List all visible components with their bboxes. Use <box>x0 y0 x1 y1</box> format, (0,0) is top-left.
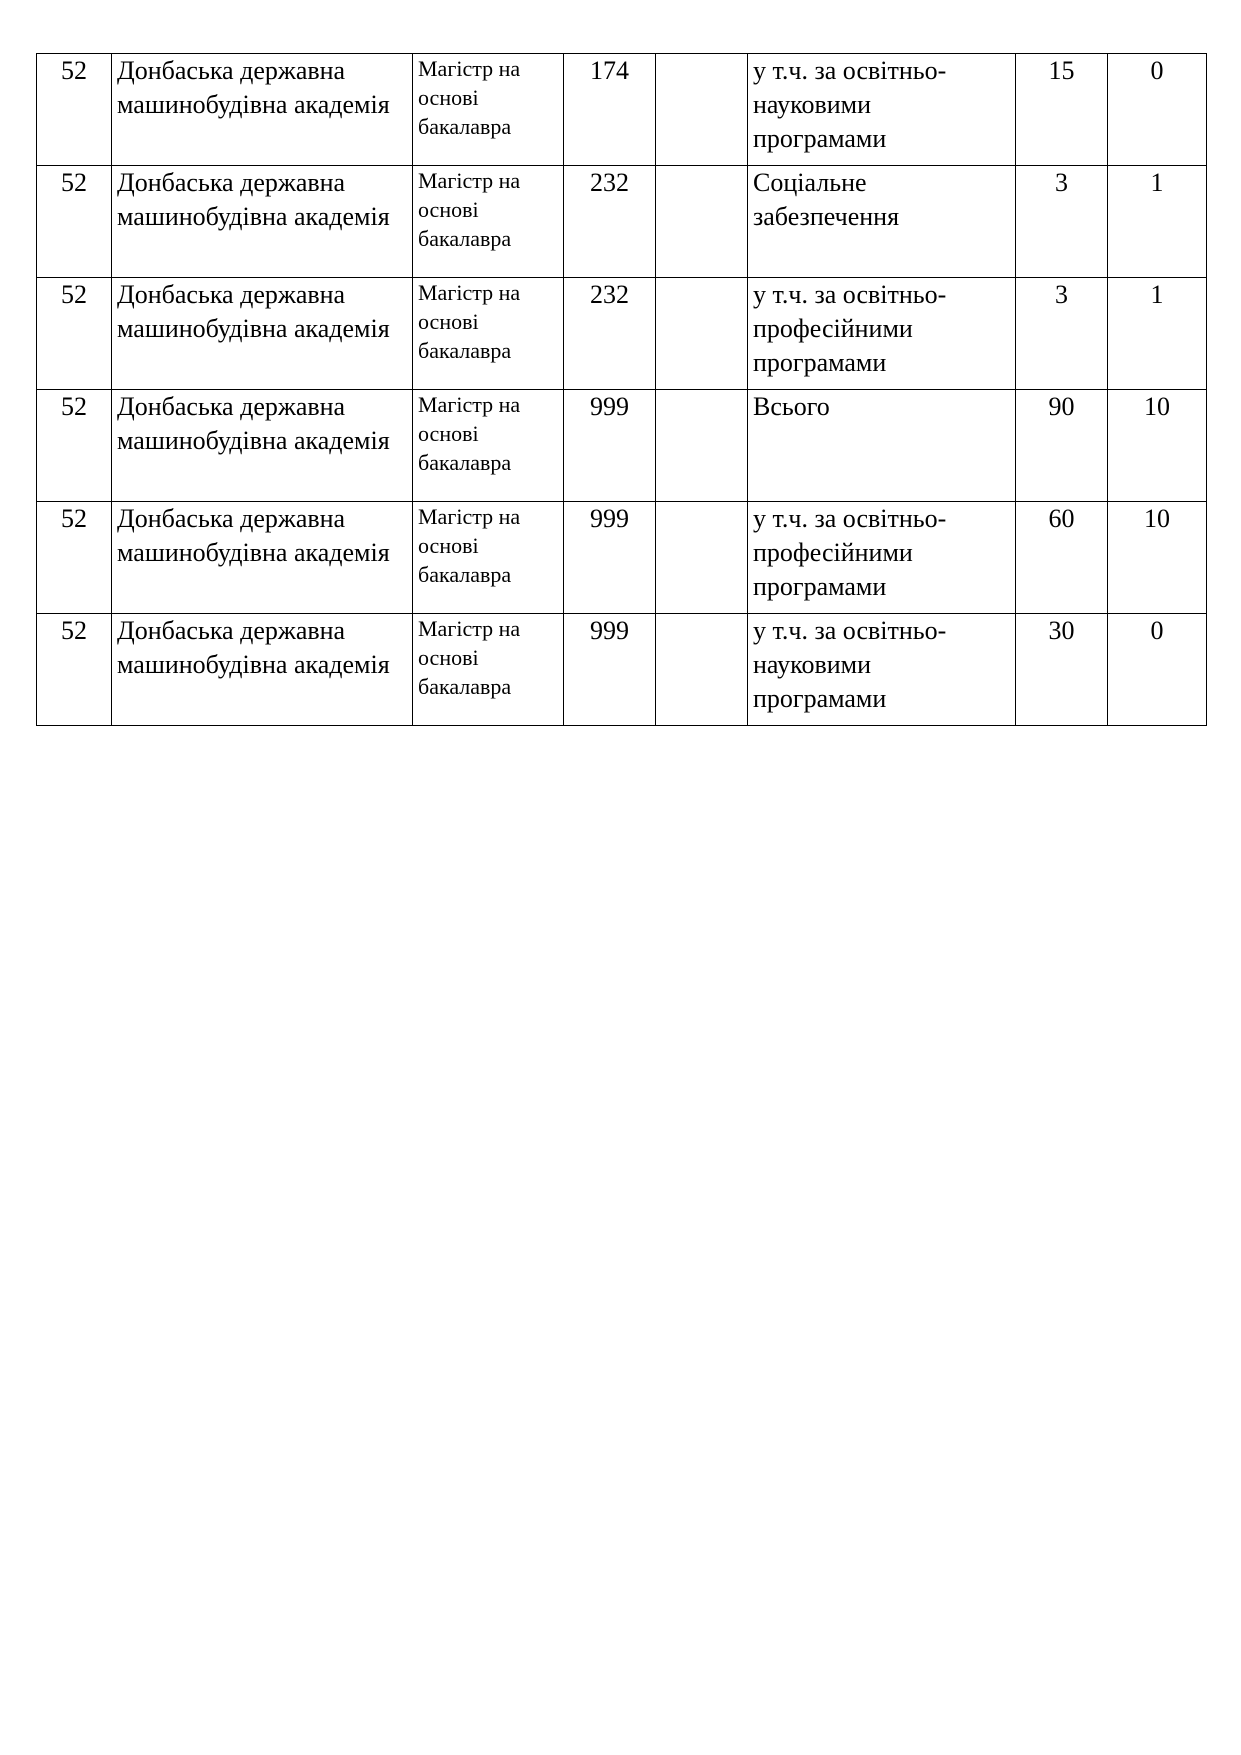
program-line: програмами <box>753 572 887 601</box>
specialty-code-cell <box>564 390 656 502</box>
count-cell <box>1108 614 1207 726</box>
specialty-code-cell <box>564 54 656 166</box>
count-value: 0 <box>1150 616 1164 645</box>
degree-level-line: основі <box>418 309 479 334</box>
degree-level-line: Магістр на <box>418 392 521 417</box>
degree-level-line: Магістр на <box>418 616 521 641</box>
count-cell <box>1108 54 1207 166</box>
program-line: Соціальне <box>753 168 867 197</box>
institution-code-cell <box>37 278 112 390</box>
program-cell <box>748 614 1016 726</box>
degree-level-line: бакалавра <box>418 674 512 699</box>
count-cell <box>1016 390 1108 502</box>
program-line: забезпечення <box>753 202 900 231</box>
count-cell <box>1108 166 1207 278</box>
specialty-code-cell <box>564 166 656 278</box>
count-value: 15 <box>1048 56 1075 85</box>
count-value: 1 <box>1150 280 1164 309</box>
institution-code: 52 <box>61 56 87 85</box>
program-line: Всього <box>753 392 830 421</box>
count-value: 3 <box>1055 168 1068 197</box>
count-cell <box>1016 502 1108 614</box>
degree-level-line: бакалавра <box>418 338 512 363</box>
institution-name-line: Донбаська державна <box>117 616 346 645</box>
institution-name-cell <box>112 502 413 614</box>
count-value: 30 <box>1048 616 1075 645</box>
degree-level-line: основі <box>418 197 479 222</box>
table-row <box>37 166 1207 278</box>
program-line: науковими <box>753 650 872 679</box>
institution-name-cell <box>112 54 413 166</box>
table-row <box>37 390 1207 502</box>
count-cell <box>1016 166 1108 278</box>
empty-cell <box>656 390 748 502</box>
count-cell <box>1108 502 1207 614</box>
empty-cell <box>656 502 748 614</box>
specialty-code-cell <box>564 502 656 614</box>
degree-level-line: Магістр на <box>418 504 521 529</box>
degree-level-cell <box>413 614 564 726</box>
degree-level-cell <box>413 54 564 166</box>
degree-level-line: бакалавра <box>418 450 512 475</box>
institution-code-cell <box>37 614 112 726</box>
program-cell <box>748 166 1016 278</box>
specialty-code: 174 <box>590 56 629 85</box>
institution-name-line: машинобудівна академія <box>117 538 390 567</box>
program-cell <box>748 502 1016 614</box>
empty-cell <box>656 54 748 166</box>
degree-level-line: Магістр на <box>418 56 521 81</box>
institution-code: 52 <box>61 616 87 645</box>
institution-name-line: Донбаська державна <box>117 168 346 197</box>
degree-level-cell <box>413 278 564 390</box>
program-line: у т.ч. за освітньо- <box>753 280 947 309</box>
specialty-code: 999 <box>590 504 629 533</box>
institution-code-cell <box>37 502 112 614</box>
institution-name-cell <box>112 390 413 502</box>
degree-level-line: основі <box>418 421 479 446</box>
count-value: 10 <box>1144 392 1170 421</box>
table-row <box>37 278 1207 390</box>
institution-code: 52 <box>61 168 87 197</box>
institution-code: 52 <box>61 280 87 309</box>
table-row <box>37 614 1207 726</box>
degree-level-cell <box>413 390 564 502</box>
program-line: науковими <box>753 90 872 119</box>
institution-code: 52 <box>61 392 87 421</box>
degree-level-line: бакалавра <box>418 114 512 139</box>
program-line: програмами <box>753 124 887 153</box>
institution-name-cell <box>112 278 413 390</box>
table-row <box>37 54 1207 166</box>
program-cell <box>748 390 1016 502</box>
institution-code-cell <box>37 54 112 166</box>
degree-level-line: основі <box>418 533 479 558</box>
institution-name-line: Донбаська державна <box>117 280 346 309</box>
specialty-code: 999 <box>590 616 629 645</box>
institution-name-line: машинобудівна академія <box>117 90 390 119</box>
program-cell <box>748 54 1016 166</box>
table-row <box>37 502 1207 614</box>
table-body <box>37 54 1207 726</box>
degree-level-line: основі <box>418 85 479 110</box>
institution-name-line: Донбаська державна <box>117 56 346 85</box>
count-cell <box>1108 278 1207 390</box>
degree-level-line: Магістр на <box>418 168 521 193</box>
count-cell <box>1016 278 1108 390</box>
empty-cell <box>656 166 748 278</box>
program-line: програмами <box>753 684 887 713</box>
count-value: 90 <box>1048 392 1075 421</box>
program-line: професійними <box>753 314 913 343</box>
program-line: професійними <box>753 538 913 567</box>
count-cell <box>1016 54 1108 166</box>
count-value: 10 <box>1144 504 1170 533</box>
count-value: 1 <box>1150 168 1164 197</box>
empty-cell <box>656 278 748 390</box>
count-cell <box>1108 390 1207 502</box>
specialty-code: 232 <box>590 168 629 197</box>
degree-level-line: бакалавра <box>418 562 512 587</box>
degree-level-cell <box>413 502 564 614</box>
program-line: у т.ч. за освітньо- <box>753 56 947 85</box>
institution-name-cell <box>112 614 413 726</box>
institution-name-line: машинобудівна академія <box>117 202 390 231</box>
institution-code-cell <box>37 390 112 502</box>
program-line: у т.ч. за освітньо- <box>753 504 947 533</box>
admissions-table <box>36 53 1207 726</box>
specialty-code-cell <box>564 278 656 390</box>
institution-code-cell <box>37 166 112 278</box>
count-cell <box>1016 614 1108 726</box>
count-value: 60 <box>1048 504 1075 533</box>
institution-name-line: Донбаська державна <box>117 392 346 421</box>
institution-name-line: машинобудівна академія <box>117 426 390 455</box>
institution-name-line: машинобудівна академія <box>117 650 390 679</box>
program-line: у т.ч. за освітньо- <box>753 616 947 645</box>
program-cell <box>748 278 1016 390</box>
institution-name-line: машинобудівна академія <box>117 314 390 343</box>
institution-name-line: Донбаська державна <box>117 504 346 533</box>
program-line: програмами <box>753 348 887 377</box>
institution-name-cell <box>112 166 413 278</box>
degree-level-cell <box>413 166 564 278</box>
count-value: 0 <box>1150 56 1164 85</box>
count-value: 3 <box>1055 280 1068 309</box>
specialty-code: 232 <box>590 280 629 309</box>
degree-level-line: Магістр на <box>418 280 521 305</box>
specialty-code: 999 <box>590 392 629 421</box>
specialty-code-cell <box>564 614 656 726</box>
empty-cell <box>656 614 748 726</box>
institution-code: 52 <box>61 504 87 533</box>
degree-level-line: основі <box>418 645 479 670</box>
degree-level-line: бакалавра <box>418 226 512 251</box>
